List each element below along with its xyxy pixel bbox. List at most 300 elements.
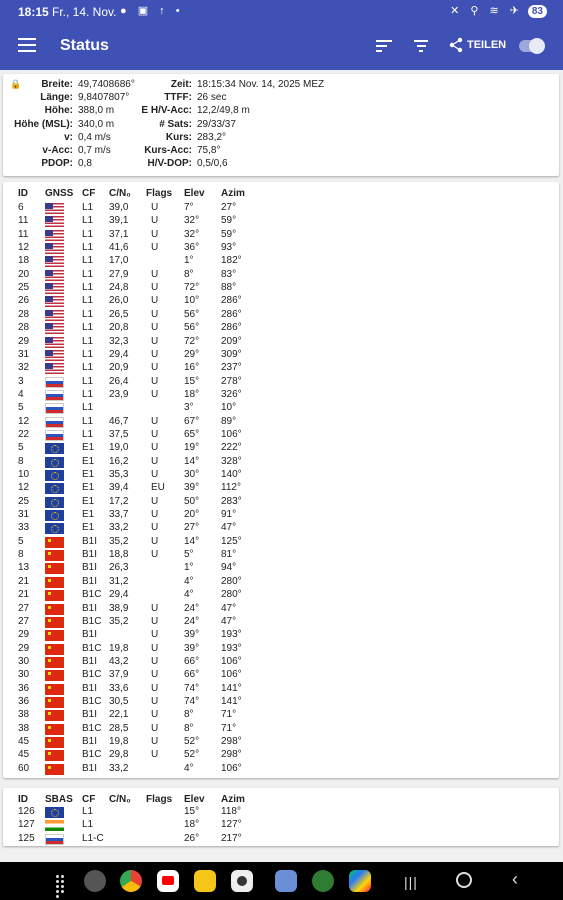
cell-cn0: 35,2 (109, 535, 129, 547)
chrome-app-icon[interactable] (120, 870, 142, 892)
cell-elev: 16° (184, 362, 200, 374)
cell-cn0: 19,0 (109, 442, 129, 454)
us-flag-icon (45, 230, 64, 241)
gnss-table (3, 182, 559, 778)
header-cn0: C/N₀ (109, 794, 131, 805)
cell-elev: 8° (184, 722, 194, 734)
cell-id: 31 (18, 348, 30, 360)
cell-cn0: 39,0 (109, 202, 129, 213)
cell-cf: L1 (82, 242, 94, 254)
cell-cn0: 35,2 (109, 615, 129, 627)
cell-id: 8 (18, 549, 24, 561)
cell-cf: L1 (82, 295, 94, 307)
cell-flags: U (151, 642, 159, 654)
cell-elev: 1° (184, 562, 194, 574)
cell-elev: 4° (184, 762, 194, 774)
cell-id: 26 (18, 295, 30, 307)
cell-azim: 309° (221, 348, 242, 360)
us-flag-icon (45, 350, 64, 361)
cell-flags: U (151, 495, 159, 507)
fix-value: 18:15:34 Nov. 14, 2025 MEZ (197, 79, 325, 90)
cell-flags: U (151, 549, 159, 561)
cell-azim: 193° (221, 629, 242, 641)
cell-flags: U (151, 629, 159, 641)
cell-elev: 32° (184, 228, 200, 240)
camera-app-icon[interactable] (231, 870, 253, 892)
cell-cf: E1 (82, 509, 95, 521)
cell-azim: 222° (221, 442, 242, 454)
cell-cf: L1 (82, 335, 94, 347)
cell-azim: 298° (221, 736, 242, 747)
cell-cn0: 17,0 (109, 255, 129, 267)
cell-id: 45 (18, 749, 30, 761)
cell-flags: U (151, 709, 159, 721)
cell-cf: E1 (82, 442, 95, 454)
cell-id: 45 (18, 736, 30, 747)
fix-value: 9,8407807° (78, 92, 130, 104)
cell-cf: B1I (82, 549, 98, 561)
cell-azim: 106° (221, 762, 242, 774)
cell-cf: B1I (82, 562, 98, 574)
cell-elev: 30° (184, 469, 200, 480)
eu-flag-icon (45, 470, 64, 481)
cell-flags: U (151, 736, 159, 747)
cell-flags: U (151, 242, 159, 254)
ru-flag-icon (45, 834, 64, 845)
cell-id: 13 (18, 562, 30, 574)
cell-cf: B1I (82, 762, 98, 774)
cell-id: 8 (18, 455, 24, 467)
cell-cf: B1I (82, 682, 98, 694)
settings-app-icon[interactable] (84, 870, 106, 892)
us-flag-icon (45, 270, 64, 281)
us-flag-icon (45, 283, 64, 294)
cell-elev: 52° (184, 749, 200, 761)
cell-id: 25 (18, 282, 30, 294)
cell-elev: 5° (184, 549, 194, 561)
cell-id: 36 (18, 682, 30, 694)
cell-id: 25 (18, 495, 30, 507)
cell-azim: 88° (221, 282, 237, 294)
cell-cf: L1 (82, 415, 94, 427)
cell-cf: E1 (82, 455, 95, 467)
cell-id: 20 (18, 268, 30, 280)
cell-cf: L1 (82, 388, 94, 400)
eu-flag-icon (45, 807, 64, 818)
cell-cn0: 30,5 (109, 695, 129, 707)
cn-flag-icon (45, 550, 64, 561)
eu-flag-icon (45, 483, 64, 494)
cell-cf: B1C (82, 695, 102, 707)
cell-cf: B1C (82, 722, 102, 734)
fix-label: Länge: (40, 92, 73, 104)
cell-cn0: 20,9 (109, 362, 129, 374)
cell-id: 36 (18, 695, 30, 707)
cell-azim: 209° (221, 335, 242, 347)
cell-flags: U (151, 308, 159, 320)
cell-cn0: 38,9 (109, 602, 129, 614)
cell-flags: U (151, 348, 159, 360)
youtube-app-icon[interactable] (157, 870, 179, 892)
cell-azim: 141° (221, 682, 242, 694)
cell-cn0: 29,4 (109, 348, 129, 360)
app-drawer-icon[interactable] (55, 874, 69, 888)
cell-elev: 32° (184, 215, 200, 227)
cell-cf: L1 (82, 375, 94, 387)
cell-flags: U (151, 749, 159, 761)
cell-flags: U (151, 215, 159, 227)
cell-id: 29 (18, 642, 30, 654)
cell-elev: 56° (184, 308, 200, 320)
cell-id: 11 (18, 215, 29, 227)
cell-id: 38 (18, 709, 30, 721)
cell-elev: 27° (184, 522, 200, 534)
header-cf: CF (82, 794, 96, 805)
cell-id: 21 (18, 575, 30, 587)
cell-cn0: 35,3 (109, 469, 129, 480)
fix-info-card (3, 74, 559, 176)
cell-flags: U (151, 602, 159, 614)
toggle-knob (529, 38, 545, 54)
cell-cf: L1 (82, 402, 94, 414)
cell-cn0: 26,0 (109, 295, 129, 307)
fix-value: 0,8 (78, 158, 92, 170)
fix-value: 388,0 m (78, 105, 115, 117)
cell-cf: B1C (82, 642, 102, 654)
cell-elev: 19° (184, 442, 200, 454)
cell-elev: 10° (184, 295, 200, 307)
cell-cn0: 37,9 (109, 669, 129, 681)
header-sbas: SBAS (45, 794, 73, 805)
cn-flag-icon (45, 617, 64, 628)
cell-id: 31 (18, 509, 30, 521)
cell-cn0: 22,1 (109, 709, 129, 721)
fix-label: E H/V-Acc: (141, 105, 192, 117)
fix-value: 0,4 m/s (78, 131, 111, 143)
cn-flag-icon (45, 537, 64, 548)
cell-azim: 140° (221, 469, 242, 480)
back-icon[interactable]: ‹ (512, 869, 518, 889)
cell-cn0: 33,6 (109, 682, 129, 694)
cell-cf: B1C (82, 615, 102, 627)
sort-icon[interactable] (376, 40, 392, 55)
header-azim: Azim (221, 188, 245, 199)
cell-id: 33 (18, 522, 30, 534)
ru-flag-icon (45, 403, 64, 414)
cell-azim: 286° (221, 322, 242, 334)
cell-flags: U (151, 295, 159, 307)
fix-label: v: (64, 131, 73, 143)
share-button[interactable] (448, 37, 506, 53)
us-flag-icon (45, 310, 64, 321)
cell-elev: 7° (184, 202, 194, 213)
cell-elev: 18° (184, 819, 200, 831)
cell-cf: E1 (82, 495, 95, 507)
navigation-bar (0, 862, 563, 900)
filter-icon[interactable] (413, 40, 429, 55)
header-flags: Flags (146, 188, 173, 199)
fix-label: H/V-DOP: (147, 158, 192, 170)
cell-azim: 278° (221, 375, 242, 387)
cell-flags: U (151, 669, 159, 681)
page-title: Status (60, 37, 109, 54)
cell-elev: 66° (184, 669, 200, 681)
cell-cn0: 32,3 (109, 335, 129, 347)
notes-app-icon[interactable] (194, 870, 216, 892)
cell-cf: L1 (82, 255, 94, 267)
cell-id: 60 (18, 762, 30, 774)
fix-label: v-Acc: (42, 145, 73, 156)
cell-id: 18 (18, 255, 30, 267)
cell-cf: L1 (82, 819, 94, 831)
fix-value: 12,2/49,8 m (197, 105, 250, 117)
cell-flags: U (151, 469, 159, 480)
cell-cn0: 33,2 (109, 522, 129, 534)
cell-cf: L1 (82, 308, 94, 320)
header-cn0: C/N₀ (109, 188, 131, 199)
cell-flags: U (151, 282, 159, 294)
cell-azim: 91° (221, 509, 237, 521)
header-flags: Flags (146, 794, 173, 805)
cell-elev: 39° (184, 642, 200, 654)
cell-elev: 72° (184, 335, 200, 347)
cell-elev: 8° (184, 709, 194, 721)
cn-flag-icon (45, 724, 64, 735)
fix-label: Höhe (MSL): (14, 118, 73, 130)
cn-flag-icon (45, 737, 64, 748)
cell-cf: L1 (82, 268, 94, 280)
cell-azim: 83° (221, 268, 237, 280)
cell-id: 6 (18, 202, 24, 213)
home-icon[interactable] (456, 872, 472, 888)
header-elev: Elev (184, 794, 205, 805)
cell-id: 12 (18, 482, 30, 494)
cell-elev: 15° (184, 806, 200, 817)
cell-flags: U (151, 722, 159, 734)
header-id: ID (18, 794, 28, 805)
cell-id: 127 (18, 819, 35, 831)
cell-id: 38 (18, 722, 30, 734)
cell-azim: 89° (221, 415, 237, 427)
cell-elev: 4° (184, 575, 194, 587)
cell-cf: B1I (82, 575, 98, 587)
cell-flags: U (151, 202, 159, 213)
cell-elev: 8° (184, 268, 194, 280)
cell-cf: L1 (82, 322, 94, 334)
header-id: ID (18, 188, 28, 199)
system-icons: ✕ ⚲ ≋ ✈ (450, 5, 523, 17)
cell-flags: U (151, 522, 159, 534)
cell-elev: 74° (184, 695, 200, 707)
recent-apps-icon[interactable]: ||| (404, 874, 418, 890)
header-azim: Azim (221, 794, 245, 805)
cell-azim: 106° (221, 669, 242, 681)
cell-cn0: 27,9 (109, 268, 129, 280)
cell-cn0: 24,8 (109, 282, 129, 294)
cell-cf: B1I (82, 736, 98, 747)
cell-cf: B1I (82, 655, 98, 667)
cell-elev: 36° (184, 242, 200, 254)
cn-flag-icon (45, 644, 64, 655)
cell-cf: L1 (82, 348, 94, 360)
cell-cn0: 29,8 (109, 749, 129, 761)
fix-value: 340,0 m (78, 118, 115, 130)
cn-flag-icon (45, 590, 64, 601)
cell-cn0: 23,9 (109, 388, 129, 400)
cell-elev: 14° (184, 455, 200, 467)
cell-flags: U (151, 695, 159, 707)
cell-flags: U (151, 228, 159, 240)
share-label: TEILEN (467, 38, 507, 51)
cn-flag-icon (45, 697, 64, 708)
cell-id: 30 (18, 655, 30, 667)
cell-cf: L1 (82, 428, 94, 440)
cell-cn0: 20,8 (109, 322, 129, 334)
cell-cn0: 19,8 (109, 642, 129, 654)
ru-flag-icon (45, 430, 64, 441)
cell-cn0: 29,4 (109, 589, 129, 601)
cell-id: 5 (18, 535, 24, 547)
us-flag-icon (45, 243, 64, 254)
cell-flags: U (151, 375, 159, 387)
cell-id: 12 (18, 242, 30, 254)
cell-cn0: 16,2 (109, 455, 129, 467)
cn-flag-icon (45, 764, 64, 775)
cell-flags: U (151, 535, 159, 547)
fix-label: # Sats: (159, 118, 192, 130)
ru-flag-icon (45, 377, 64, 388)
cell-cf: L1 (82, 228, 94, 240)
cell-azim: 141° (221, 695, 242, 707)
cn-flag-icon (45, 657, 64, 668)
cell-azim: 193° (221, 642, 242, 654)
header-cf: CF (82, 188, 96, 199)
cell-flags: U (151, 268, 159, 280)
us-flag-icon (45, 256, 64, 267)
cell-azim: 280° (221, 575, 242, 587)
cell-azim: 59° (221, 228, 237, 240)
galaxy-app-icon[interactable] (312, 870, 334, 892)
toggle-switch[interactable] (519, 40, 543, 52)
cell-cn0: 46,7 (109, 415, 129, 427)
cell-flags: U (151, 335, 159, 347)
cell-azim: 93° (221, 242, 237, 254)
cell-id: 5 (18, 402, 24, 414)
cell-id: 30 (18, 669, 30, 681)
cell-cf: B1I (82, 629, 98, 641)
cell-id: 126 (18, 806, 35, 817)
header-elev: Elev (184, 188, 205, 199)
fix-value: 283,2° (197, 131, 227, 143)
notification-icons: ● ▣ ↑ • (120, 5, 184, 17)
cn-flag-icon (45, 670, 64, 681)
sbas-table (3, 788, 559, 846)
cell-cn0: 19,8 (109, 736, 129, 747)
cell-elev: 66° (184, 655, 200, 667)
cell-cf: B1C (82, 749, 102, 761)
fix-value: 75,8° (197, 145, 221, 156)
cn-flag-icon (45, 684, 64, 695)
cell-flags: U (151, 415, 159, 427)
cell-flags: EU (151, 482, 165, 494)
fix-value: 0,5/0,6 (197, 158, 228, 170)
battery-indicator: 83 (528, 5, 547, 18)
clock: 18:15 (18, 5, 49, 19)
ru-flag-icon (45, 390, 64, 401)
cell-cf: L1 (82, 362, 94, 374)
cell-id: 27 (18, 602, 30, 614)
cell-elev: 15° (184, 375, 200, 387)
cell-flags: U (151, 615, 159, 627)
cell-id: 22 (18, 428, 30, 440)
cell-azim: 47° (221, 602, 237, 614)
menu-icon[interactable] (18, 38, 36, 54)
cell-azim: 286° (221, 308, 242, 320)
cell-azim: 217° (221, 832, 242, 844)
fix-label: Kurs: (165, 131, 192, 143)
cell-flags: U (151, 362, 159, 374)
fix-label: PDOP: (41, 158, 73, 170)
cn-flag-icon (45, 710, 64, 721)
cell-azim: 112° (221, 482, 241, 494)
cn-flag-icon (45, 604, 64, 615)
cell-cf: B1I (82, 709, 98, 721)
us-flag-icon (45, 337, 64, 348)
fix-label: Höhe: (44, 105, 73, 117)
cell-id: 125 (18, 832, 35, 844)
cell-elev: 20° (184, 509, 200, 521)
ru-flag-icon (45, 417, 64, 428)
cell-flags: U (151, 682, 159, 694)
cell-cn0: 33,2 (109, 762, 129, 774)
cell-id: 28 (18, 322, 30, 334)
cell-id: 29 (18, 629, 30, 641)
cell-azim: 328° (221, 455, 242, 467)
header-gnss: GNSS (45, 188, 74, 199)
eu-flag-icon (45, 523, 64, 534)
cell-cn0: 28,5 (109, 722, 129, 734)
cell-elev: 39° (184, 629, 200, 641)
cell-cf: E1 (82, 482, 95, 494)
in-flag-icon (45, 820, 64, 831)
cell-flags: U (151, 428, 159, 440)
cell-elev: 29° (184, 348, 200, 360)
cell-elev: 56° (184, 322, 200, 334)
cell-azim: 27° (221, 202, 237, 213)
cell-id: 32 (18, 362, 30, 374)
date: Fr., 14. Nov. (52, 5, 117, 19)
fix-label: Kurs-Acc: (144, 145, 192, 156)
cell-elev: 4° (184, 589, 194, 601)
cell-cf: E1 (82, 469, 95, 480)
cell-azim: 71° (221, 709, 237, 721)
eu-flag-icon (45, 510, 64, 521)
play-store-icon[interactable] (349, 870, 371, 892)
system-status-bar (0, 0, 563, 24)
cell-cn0: 31,2 (109, 575, 129, 587)
cell-cn0: 37,1 (109, 228, 129, 240)
cell-cn0: 41,6 (109, 242, 129, 254)
cell-azim: 118° (221, 806, 241, 817)
cell-cn0: 39,1 (109, 215, 129, 227)
gallery-app-icon[interactable] (275, 870, 297, 892)
us-flag-icon (45, 323, 64, 334)
cn-flag-icon (45, 577, 64, 588)
cell-azim: 81° (221, 549, 237, 561)
cell-elev: 24° (184, 615, 200, 627)
cell-flags: U (151, 322, 159, 334)
cell-cf: B1C (82, 669, 102, 681)
